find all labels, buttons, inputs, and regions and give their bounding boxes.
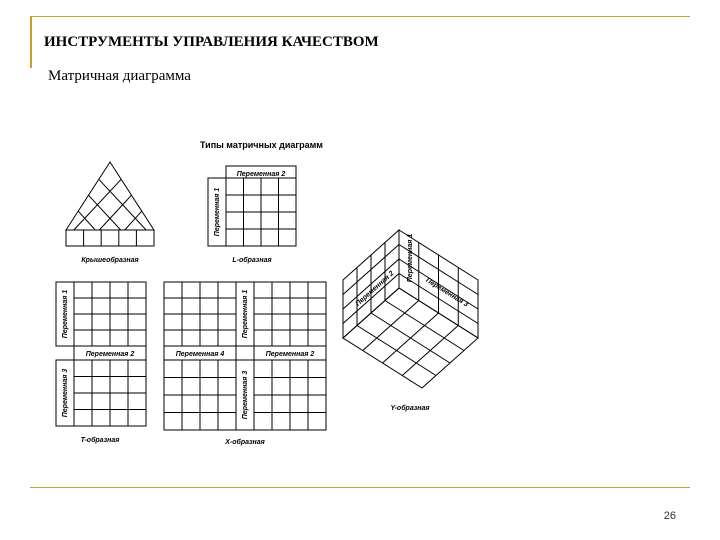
t-var-side-bottom-label: Переменная 3 [62, 368, 69, 418]
slide-number: 26 [663, 510, 676, 522]
t-var-side-top-label: Переменная 1 [62, 289, 69, 339]
x-var-side-top-label: Переменная 1 [242, 289, 249, 339]
y-caption: Y-образная [390, 405, 430, 412]
roof-caption: Крышеобразная [81, 257, 139, 264]
y-var-3-label: Переменная 3 [424, 276, 470, 309]
y-var-1-label: Переменная 1 [407, 233, 414, 283]
t-var-mid-label: Переменная 2 [85, 351, 135, 358]
slide-title: ИНСТРУМЕНТЫ УПРАВЛЕНИЯ КАЧЕСТВОМ [44, 34, 379, 50]
y-var-2-label: Переменная 2 [354, 270, 396, 308]
t-caption: T-образная [80, 437, 120, 444]
x-var-left-label: Переменная 4 [175, 351, 225, 358]
x-caption: Х-образная [225, 439, 265, 446]
l-var-top-label: Переменная 2 [236, 171, 286, 178]
roof-matrix [66, 162, 154, 246]
slide-subtitle: Матричная диаграмма [48, 68, 191, 84]
bottom-horizontal-rule [30, 487, 690, 488]
x-var-side-bottom-label: Переменная 3 [242, 370, 249, 420]
l-var-side-label: Переменная 1 [214, 187, 221, 237]
x-var-right-label: Переменная 2 [265, 351, 315, 358]
diagram-heading: Типы матричных диаграмм [200, 140, 323, 150]
l-matrix [208, 166, 296, 246]
l-caption: L-образная [232, 257, 272, 264]
